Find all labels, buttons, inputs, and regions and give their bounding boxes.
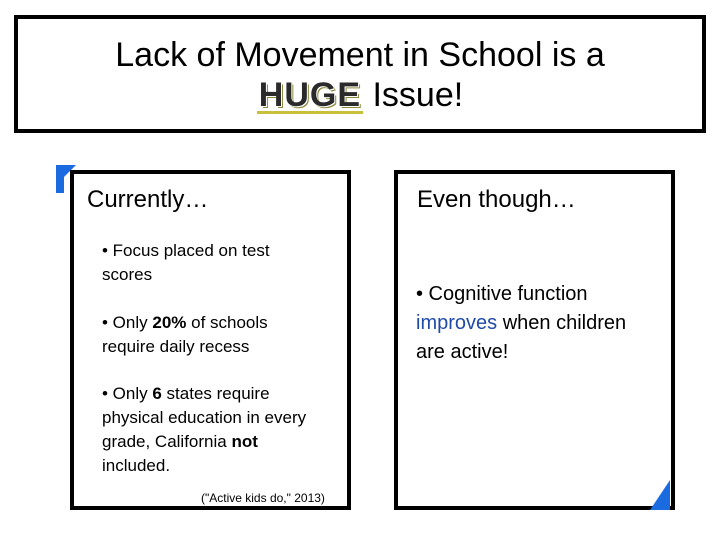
corner-accent-bottom-right xyxy=(650,480,670,510)
bullet-recess-prefix: • Only xyxy=(102,313,153,332)
bullet-pe-bold: 6 xyxy=(152,384,162,403)
bullet-cognitive xyxy=(416,280,656,367)
title-line-2-rest: Issue! xyxy=(363,76,464,114)
bullet-recess-bold: 20% xyxy=(152,313,187,332)
right-heading: Even though… xyxy=(417,186,576,213)
citation: ("Active kids do," 2013) xyxy=(201,491,325,505)
title-box xyxy=(14,15,706,133)
title-highlight: HUGE xyxy=(258,76,362,114)
bullet-pe-bold2: not xyxy=(231,432,258,451)
title-line-2 xyxy=(18,75,702,115)
bullet-cognitive-highlight: improves xyxy=(416,312,498,334)
corner-accent-top-left-bar xyxy=(56,165,64,193)
bullet-pe-suffix: included. xyxy=(102,456,171,475)
bullet-focus xyxy=(102,239,312,287)
bullet-pe xyxy=(102,382,314,478)
bullet-cognitive-prefix: • Cognitive function xyxy=(416,283,588,305)
bullet-recess xyxy=(102,311,312,359)
bullet-pe-mid: states require physical education in every grade, California xyxy=(102,384,307,451)
title-line-1: Lack of Movement in School is a xyxy=(115,36,605,74)
bullet-cognitive-suffix: when children are active! xyxy=(416,312,627,363)
bullet-focus-text: • Focus placed on test scores xyxy=(102,241,270,284)
bullet-recess-suffix: of schools require daily recess xyxy=(102,313,268,356)
bullet-pe-prefix: • Only xyxy=(102,384,153,403)
left-heading: Currently… xyxy=(87,186,209,213)
